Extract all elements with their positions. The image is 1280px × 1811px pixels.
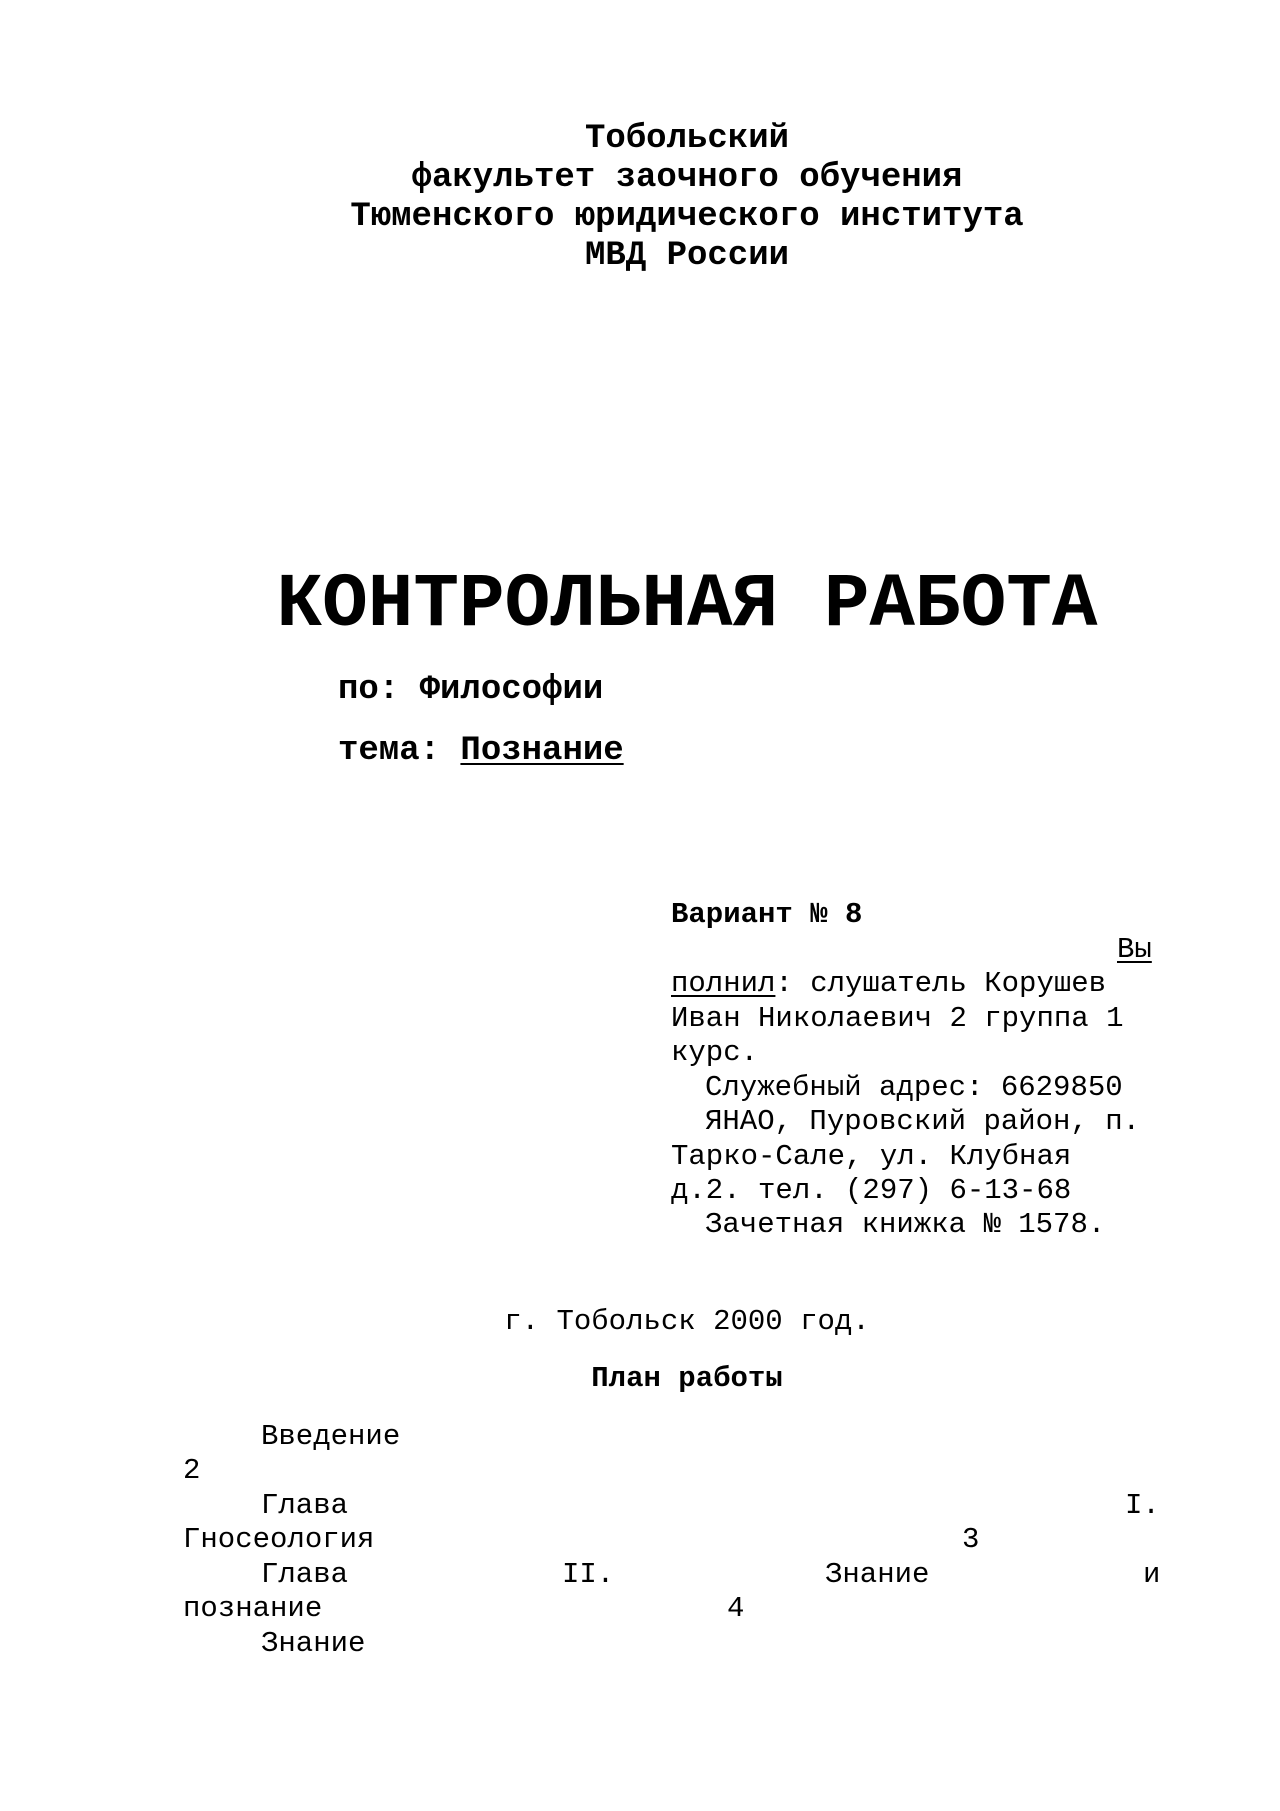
plan-ch2-title-word-3: познание [183, 1592, 323, 1625]
plan-ch2-word: Глава [261, 1558, 349, 1591]
plan-intro-page: 2 [183, 1454, 201, 1487]
variant-number: Вариант № 8 [671, 898, 863, 931]
author-role-name: : слушатель Корушев [775, 967, 1107, 1000]
document-title: КОНТРОЛЬНАЯ РАБОТА [276, 562, 1098, 648]
subject-line [338, 670, 603, 710]
subject-value: Философии [419, 671, 604, 709]
plan-ch1-word: Глава [261, 1489, 349, 1522]
performed-by-part2: полнил [671, 967, 776, 1000]
institution-line-4: МВД России [584, 237, 790, 275]
topic-value: Познание [460, 732, 624, 770]
topic-line [338, 731, 624, 771]
address-line-2: ЯНАО, Пуровский район, п. [705, 1105, 1141, 1138]
plan-ch2-page: 4 [727, 1592, 745, 1625]
plan-ch1-number: I. [1125, 1489, 1160, 1522]
address-line-4: д.2. тел. (297) 6-13-68 [671, 1174, 1072, 1207]
plan-ch1-page: 3 [962, 1523, 980, 1556]
institution-line-3: Тюменского юридического института [350, 198, 1024, 236]
author-line-1 [671, 967, 1106, 1002]
performed-by-part1: Вы [1117, 933, 1152, 966]
plan-ch2-number: II. [562, 1558, 615, 1591]
plan-ch2-title-word-2: и [1143, 1558, 1161, 1591]
topic-label: тема: [338, 732, 461, 770]
address-line-3: Тарко-Сале, ул. Клубная [671, 1140, 1072, 1173]
record-book: Зачетная книжка № 1578. [705, 1208, 1106, 1241]
subject-label: по: [338, 671, 420, 709]
author-line-2: Иван Николаевич 2 группа 1 [671, 1002, 1124, 1035]
plan-ch2-title-word-1: Знание [825, 1558, 930, 1591]
address-line-1: Служебный адрес: 6629850 [705, 1071, 1123, 1104]
institution-line-2: факультет заочного обучения [411, 159, 963, 197]
city-year: г. Тобольск 2000 год. [504, 1305, 870, 1338]
author-line-3: курс. [671, 1036, 759, 1069]
plan-intro: Введение [261, 1420, 401, 1453]
plan-heading: План работы [591, 1362, 783, 1395]
institution-line-1: Тобольский [584, 120, 790, 158]
plan-ch1-title: Гносеология [183, 1523, 375, 1556]
plan-next-item: Знание [261, 1627, 366, 1660]
